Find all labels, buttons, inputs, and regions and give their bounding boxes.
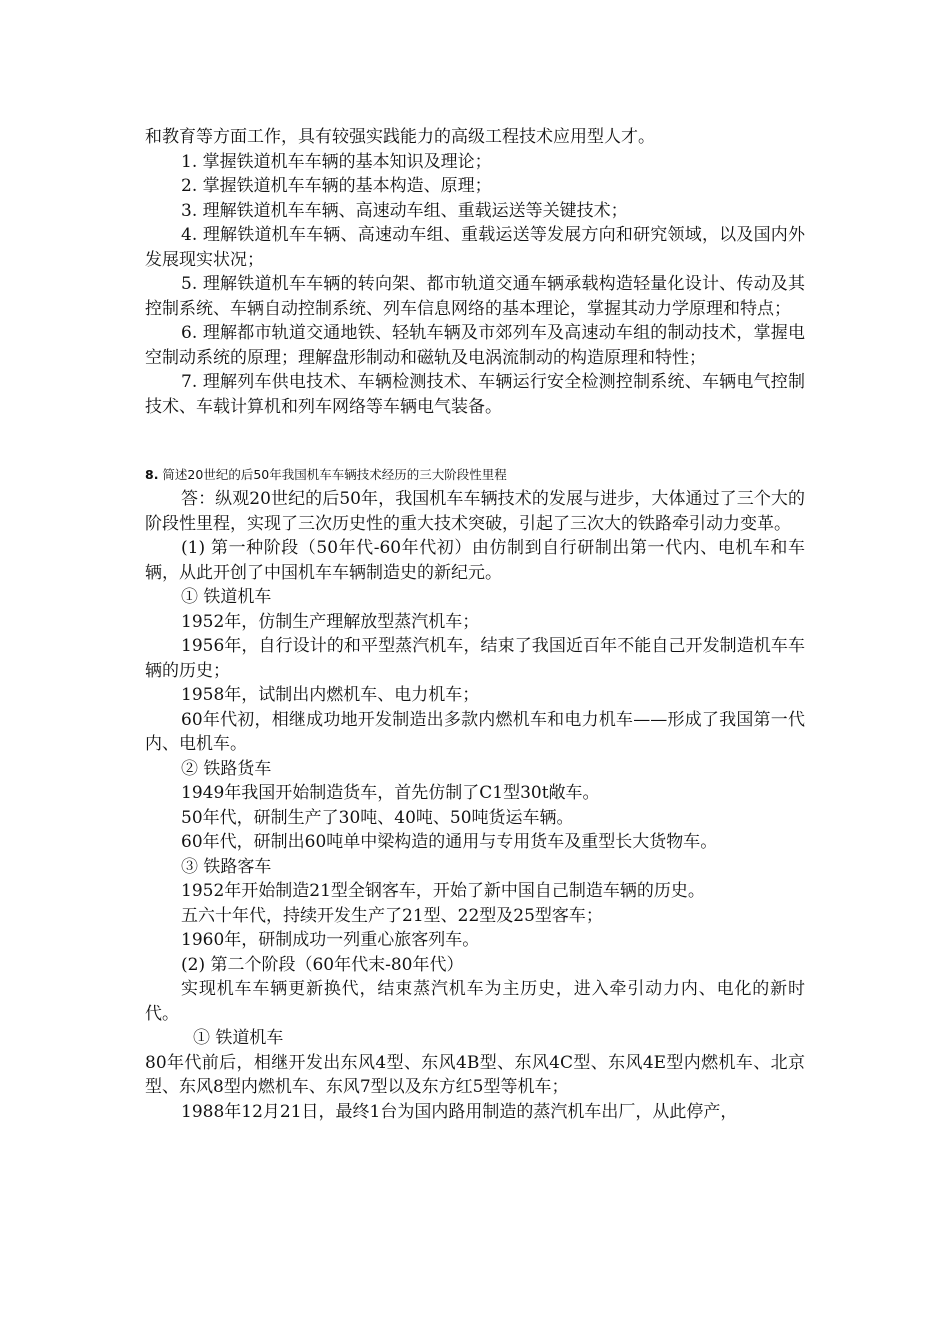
paragraph: (1) 第一种阶段（50年代-60年代初）由仿制到自行研制出第一代内、电机车和车辆，从此开创了中国机车车辆制造史的新纪元。 bbox=[145, 538, 805, 583]
paragraph: 1958年，试制出内燃机车、电力机车； bbox=[181, 685, 480, 705]
paragraph: 1956年，自行设计的和平型蒸汽机车，结束了我国近百年不能自己开发制造机车车辆的历史； bbox=[145, 636, 805, 681]
paragraph: 实现机车车辆更新换代，结束蒸汽机车为主历史，进入牵引动力内、电化的新时代。 bbox=[145, 979, 805, 1024]
section-8-heading-number: 8. bbox=[145, 467, 159, 482]
paragraph: 3. 理解铁道机车车辆、高速动车组、重载运送等关键技术； bbox=[181, 200, 628, 221]
paragraph: ② 铁路货车 bbox=[181, 758, 272, 779]
paragraph: (2) 第二个阶段（60年代末-80年代） bbox=[181, 954, 464, 975]
paragraph: 和教育等方面工作，具有较强实践能力的高级工程技术应用型人才。 bbox=[145, 127, 655, 147]
paragraph: 5. 理解铁道机车车辆的转向架、都市轨道交通车辆承载构造轻量化设计、传动及其控制系统、车辆自动控制系统、列车信息网络的基本理论，掌握其动力学原理和特点； bbox=[145, 274, 805, 319]
paragraph: ① 铁道机车 bbox=[181, 587, 272, 607]
paragraph: 五六十年代，持续开发生产了21型、22型及25型客车； bbox=[181, 905, 603, 926]
paragraph: 1952年开始制造21型全钢客车，开始了新中国自己制造车辆的历史。 bbox=[181, 881, 705, 901]
paragraph: 2. 掌握铁道机车车辆的基本构造、原理； bbox=[181, 176, 492, 196]
section-8-answer bbox=[145, 487, 805, 1124]
paragraph: 1952年，仿制生产理解放型蒸汽机车； bbox=[181, 611, 480, 632]
paragraph: 1949年我国开始制造货车，首先仿制了C1型30t敞车。 bbox=[181, 783, 600, 803]
paragraph: ③ 铁路客车 bbox=[181, 856, 272, 877]
paragraph: 1960年，研制成功一列重心旅客列车。 bbox=[181, 930, 480, 950]
paragraph: 1. 掌握铁道机车车辆的基本知识及理论； bbox=[181, 151, 492, 172]
body-text-block bbox=[145, 125, 805, 1124]
paragraph: 50年代，研制生产了30吨、40吨、50吨货运车辆。 bbox=[181, 807, 574, 828]
section-7-objectives bbox=[145, 125, 805, 419]
paragraph: 4. 理解铁道机车车辆、高速动车组、重载运送等发展方向和研究领域，以及国内外发展现实状况； bbox=[145, 225, 805, 270]
section-8-heading-text: 简述20世纪的后50年我国机车车辆技术经历的三大阶段性里程 bbox=[158, 467, 507, 482]
paragraph: 答：纵观20世纪的后50年，我国机车车辆技术的发展与进步，大体通过了三个大的阶段性里程，实现了三次历史性的重大技术突破，引起了三次大的铁路牵引动力变革。 bbox=[145, 489, 805, 534]
paragraph: ① 铁道机车 bbox=[193, 1028, 284, 1048]
section-spacer bbox=[145, 419, 805, 463]
paragraph: 7. 理解列车供电技术、车辆检测技术、车辆运行安全检测控制系统、车辆电气控制技术、车载计算机和列车网络等车辆电气装备。 bbox=[145, 372, 805, 417]
paragraph: 80年代前后，相继开发出东风4型、东风4B型、东风4C型、东风4E型内燃机车、北京型、东风8型内燃机车、东风7型以及东方红5型等机车； bbox=[145, 1052, 805, 1097]
paragraph: 6. 理解都市轨道交通地铁、轻轨车辆及市郊列车及高速动车组的制动技术，掌握电空制动系统的原理；理解盘形制动和磁轨及电涡流制动的构造原理和特性； bbox=[145, 323, 805, 368]
paragraph: 60年代初，相继成功地开发制造出多款内燃机车和电力机车——形成了我国第一代内、电机车。 bbox=[145, 709, 805, 754]
paragraph: 1988年12月21日，最终1台为国内路用制造的蒸汽机车出厂，从此停产， bbox=[181, 1101, 738, 1122]
paragraph: 60年代，研制出60吨单中梁构造的通用与专用货车及重型长大货物车。 bbox=[181, 832, 718, 852]
section-8-heading bbox=[145, 463, 805, 487]
